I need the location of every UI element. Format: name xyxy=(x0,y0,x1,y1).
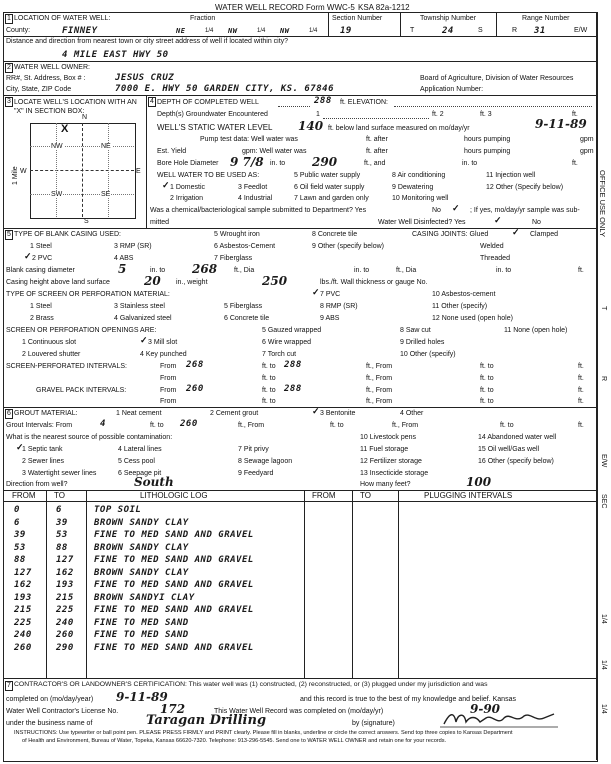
board-label: Board of Agriculture, Division of Water Resources xyxy=(420,75,574,82)
application-number-label: Application Number: xyxy=(420,86,484,93)
section-number-2: 2 xyxy=(7,64,11,71)
contam-9: 9 Feedyard xyxy=(238,470,274,477)
casing-glued-check[interactable]: ✓ xyxy=(512,227,520,237)
gravel-to-4: ft. to xyxy=(480,398,494,405)
openings-10: 10 Other (specify) xyxy=(400,351,456,358)
range-ew: E/W xyxy=(574,27,588,34)
form-title: WATER WELL RECORD xyxy=(215,3,304,12)
section-value[interactable]: 19 xyxy=(340,26,352,36)
section-box-label: LOCATE WELL'S LOCATION WITH AN "X" IN SECTION BOX: xyxy=(14,99,137,115)
log-row-description[interactable]: FINE TO MED SAND AND GRAVEL xyxy=(94,580,254,590)
perf-from-3: From xyxy=(160,375,177,382)
bore-and: ft., and xyxy=(364,160,386,167)
casing-joints-label: CASING JOINTS: Glued xyxy=(412,231,489,238)
est-yield-gpm: gpm: Well water was xyxy=(242,148,307,155)
static-level-label: WELL'S STATIC WATER LEVEL xyxy=(157,123,273,132)
log-row-description[interactable]: FINE TO MED SAND AND GRAVEL xyxy=(94,605,254,615)
est-after: ft. after xyxy=(366,148,388,155)
sidebar-t: T xyxy=(600,306,607,311)
log-row-from[interactable]: 260 xyxy=(14,642,32,653)
gravel-ft: ft. xyxy=(578,387,584,394)
screen-3: 3 Stainless steel xyxy=(114,303,165,310)
section-number-6: 6 xyxy=(7,410,11,417)
casing-6: 6 Asbestos-Cement xyxy=(214,243,276,250)
log-row-description[interactable]: FINE TO MED SAND AND GRAVEL xyxy=(94,555,254,565)
sidebar-sec: SEC xyxy=(600,494,607,509)
contam-4: 4 Lateral lines xyxy=(118,446,162,453)
log-from-header: FROM xyxy=(12,491,36,500)
contam-10: 10 Livestock pens xyxy=(360,434,417,441)
range-label: Range Number xyxy=(522,15,570,22)
log-row-from[interactable]: 240 xyxy=(14,630,32,640)
owner-address[interactable]: 7000 E. HWY 50 GARDEN CITY, KS. 67846 xyxy=(115,84,334,94)
casing-9: 9 Other (specify below) xyxy=(312,243,384,250)
use-1: 1 Domestic xyxy=(170,184,206,191)
use-5: 5 Public water supply xyxy=(294,172,361,179)
log-row-description[interactable]: BROWN SANDY CLAY xyxy=(94,517,189,528)
gravel-to-3: ft. to xyxy=(262,398,276,405)
distance-label: Distance and direction from nearest town or city street address of well if located within city? xyxy=(6,38,289,45)
casing-7: 7 Fiberglass xyxy=(214,255,253,262)
grout-ft: ft. xyxy=(578,422,584,429)
instructions-2: of Health and Environment, Bureau of Water, Topeka, Kansas 66620-7320. Telephone: 913-296-5545. Send one to WATER WELL OWNER and retain one for your records. xyxy=(22,738,447,744)
grout-2: 2 Cement grout xyxy=(210,410,259,417)
gravel-label: GRAVEL PACK INTERVALS: xyxy=(36,387,127,394)
use-2: 2 Irrigation xyxy=(170,195,204,202)
perf-to-value[interactable]: 288 xyxy=(284,360,302,370)
sidebar-quarter-2: 1/4 xyxy=(600,660,607,670)
form-number: Form WWC-5 xyxy=(306,3,355,12)
sidebar-quarter-1: 1/4 xyxy=(600,614,607,624)
cert-license-label: Water Well Contractor's License No. xyxy=(6,708,119,715)
gravel-to-2: ft. to xyxy=(480,387,494,394)
grout-to: ft. to xyxy=(150,422,164,429)
west-label: W xyxy=(20,168,27,175)
use-8: 8 Air conditioning xyxy=(392,172,446,179)
groundwater-3: ft. 3 xyxy=(480,111,492,118)
rr-address-label: RR#, St. Address, Box # : xyxy=(6,75,86,82)
perf-from-1: From xyxy=(160,363,177,370)
log-row-from[interactable]: 6 xyxy=(14,517,20,528)
county-value[interactable]: FINNEY xyxy=(62,26,98,36)
use-10: 10 Monitoring well xyxy=(392,195,449,202)
casing-weight-value[interactable]: 250 xyxy=(262,274,288,288)
casing-lbs-label: lbs./ft. Wall thickness or gauge No. xyxy=(320,279,428,286)
log-row-from[interactable]: 88 xyxy=(14,555,26,565)
openings-label: SCREEN OR PERFORATION OPENINGS ARE: xyxy=(6,327,157,334)
casing-8: 8 Concrete tile xyxy=(312,231,358,238)
log-row-from[interactable]: 0 xyxy=(14,505,20,515)
casing-in-to-1: in. to xyxy=(354,267,370,274)
quadrant-sw: SW xyxy=(51,191,63,198)
owner-label: WATER WELL OWNER: xyxy=(14,64,90,71)
cert-line-1: CONTRACTOR'S OR LANDOWNER'S CERTIFICATION: This water well was (1) constructed, (2) reconstructed, or (3) plugged under my jurisdiction and was xyxy=(14,681,488,688)
log-row-from[interactable]: 193 xyxy=(14,592,32,603)
section-number-7: 7 xyxy=(7,682,11,689)
perf-from-4: ft., From xyxy=(366,375,393,382)
contam-septic-check[interactable]: ✓ xyxy=(16,442,24,452)
feet-label: How many feet? xyxy=(360,481,411,488)
screen-10: 10 Asbestos-cement xyxy=(432,291,496,298)
gravel-to-1: ft. to xyxy=(262,387,276,394)
instructions-1: INSTRUCTIONS: Use typewriter or ball point pen. PLEASE PRESS FIRMLY and PRINT clearly. Please fill in blanks, underline or circle the correct answers. Send top three copies to Kansas Department xyxy=(14,730,513,736)
casing-5: 5 Wrought iron xyxy=(214,231,260,238)
elevation-label: ft. ELEVATION: xyxy=(340,99,388,106)
casing-clamped: Clamped xyxy=(530,231,559,238)
section-number-1: 1 xyxy=(7,15,11,22)
screen-pvc-check[interactable]: ✓ xyxy=(312,287,320,297)
log-row-description[interactable]: FINE TO MED SAND xyxy=(94,630,189,640)
direction-label: Direction from well? xyxy=(6,481,68,488)
pump-gpm: gpm xyxy=(580,136,594,143)
grout-intervals-label: Grout Intervals: From xyxy=(6,422,73,429)
depth-value[interactable]: 288 xyxy=(314,96,332,106)
log-from2-header: FROM xyxy=(312,491,336,500)
grout-from-2: ft., From xyxy=(238,422,265,429)
cert-record-value[interactable]: 9-90 xyxy=(470,702,501,716)
east-label: E xyxy=(136,168,141,175)
township-s: S xyxy=(478,27,483,34)
casing-2: 2 PVC xyxy=(32,255,53,262)
use-6: 6 Oil field water supply xyxy=(294,184,365,191)
contamination-label: What is the nearest source of possible contamination: xyxy=(6,434,173,441)
bore-label: Bore Hole Diameter xyxy=(157,160,219,167)
screen-1: 1 Steel xyxy=(30,303,52,310)
ksa-reference: KSA 82a-1212 xyxy=(358,3,410,12)
contam-13: 13 Insecticide storage xyxy=(360,470,429,477)
log-to-header: TO xyxy=(54,491,65,500)
grout-from-value[interactable]: 4 xyxy=(100,419,106,429)
contam-14: 14 Abandoned water well xyxy=(478,434,557,441)
screen-5: 5 Fiberglass xyxy=(224,303,263,310)
disinfected-yes-check[interactable]: ✓ xyxy=(494,215,502,225)
screen-8: 8 RMP (SR) xyxy=(320,303,358,310)
casing-diameter-value[interactable]: 5 xyxy=(118,262,127,276)
casing-4: 4 ABS xyxy=(114,255,134,262)
county-label: County: xyxy=(6,27,31,34)
groundwater-2: ft. 2 xyxy=(432,111,444,118)
est-gpm: gpm xyxy=(580,148,594,155)
log-row-from[interactable]: 127 xyxy=(14,567,32,578)
grout-4: 4 Other xyxy=(400,410,424,417)
log-row-from[interactable]: 215 xyxy=(14,605,32,615)
log-row-description[interactable]: BROWN SANDY CLAY xyxy=(94,567,189,578)
casing-welded: Welded xyxy=(480,243,504,250)
pump-after: ft. after xyxy=(366,136,388,143)
sidebar-r: R xyxy=(600,376,607,382)
log-row-to[interactable]: 6 xyxy=(56,505,62,515)
use-7: 7 Lawn and garden only xyxy=(294,195,369,202)
grout-bentonite-check[interactable]: ✓ xyxy=(312,406,320,416)
fraction-2[interactable]: NW xyxy=(228,27,238,35)
sidebar-ew: E/W xyxy=(600,454,607,468)
perf-to-3: ft. to xyxy=(262,375,276,382)
log-plug-header: PLUGGING INTERVALS xyxy=(424,491,513,500)
openings-6: 6 Wire wrapped xyxy=(262,339,312,346)
casing-label: TYPE OF BLANK CASING USED: xyxy=(14,231,121,238)
openings-mill-slot-check[interactable]: ✓ xyxy=(140,335,148,345)
pump-hours: hours pumping xyxy=(464,136,511,143)
contam-12: 12 Fertilizer storage xyxy=(360,458,422,465)
screen-label: TYPE OF SCREEN OR PERFORATION MATERIAL: xyxy=(6,291,170,298)
cert-completed-value[interactable]: 9-11-89 xyxy=(116,690,168,704)
use-3: 3 Feedlot xyxy=(238,184,268,191)
perf-to-2: ft. to xyxy=(480,363,494,370)
perf-to-1: ft. to xyxy=(262,363,276,370)
casing-pvc-check[interactable]: ✓ xyxy=(24,251,32,261)
use-11: 11 Injection well xyxy=(486,172,536,179)
section-number-4: 4 xyxy=(150,98,154,105)
bore-ft: ft. xyxy=(572,160,578,167)
gravel-from-value[interactable]: 260 xyxy=(186,384,204,394)
township-label: Township Number xyxy=(420,15,477,22)
log-row-description[interactable]: TOP SOIL xyxy=(94,505,142,515)
casing-dia-2: ft., Dia xyxy=(396,267,417,274)
fraction-label: Fraction xyxy=(190,15,216,22)
direction-value[interactable]: South xyxy=(134,475,174,489)
screen-9: 9 ABS xyxy=(320,315,340,322)
sample-if-yes: ; If yes, mo/day/yr sample was sub- xyxy=(470,207,580,214)
city-zip-label: City, State, ZIP Code xyxy=(6,86,72,93)
screen-7: 7 PVC xyxy=(320,291,341,298)
log-row-description[interactable]: FINE TO MED SAND AND GRAVEL xyxy=(94,642,254,653)
casing-3: 3 RMP (SR) xyxy=(114,243,152,250)
south-label: S xyxy=(84,218,89,225)
screen-11: 11 Other (specify) xyxy=(432,303,488,310)
use-label: WELL WATER TO BE USED AS: xyxy=(157,172,260,179)
casing-height-label: Casing height above land surface xyxy=(6,279,110,286)
log-row-to[interactable]: 225 xyxy=(56,605,74,615)
casing-1: 1 Steel xyxy=(30,243,52,250)
log-row-from[interactable]: 225 xyxy=(14,617,32,628)
feet-value[interactable]: 100 xyxy=(466,475,492,489)
cert-completed-label: completed on (mo/day/year) xyxy=(6,696,94,703)
perf-ft-2: ft. xyxy=(578,375,584,382)
casing-diameter-label: Blank casing diameter xyxy=(6,267,75,274)
perf-ft: ft. xyxy=(578,363,584,370)
log-row-description[interactable]: FINE TO MED SAND xyxy=(94,617,189,628)
depth-label: DEPTH OF COMPLETED WELL xyxy=(157,99,259,106)
log-row-from[interactable]: 39 xyxy=(14,530,26,540)
screen-6: 6 Concrete tile xyxy=(224,315,270,322)
groundwater-ft: ft. xyxy=(572,111,578,118)
est-hours: hours pumping xyxy=(464,148,511,155)
fraction-quarter-2: 1/4 xyxy=(257,28,266,34)
contam-3: 3 Watertight sewer lines xyxy=(22,470,97,477)
township-value[interactable]: 24 xyxy=(442,26,454,36)
grout-label: GROUT MATERIAL: xyxy=(14,410,78,417)
casing-diameter-to: in. to xyxy=(150,267,166,274)
perf-from-2: ft., From xyxy=(366,363,393,370)
screen-4: 4 Galvanized steel xyxy=(114,315,172,322)
casing-dia-1: ft., Dia xyxy=(234,267,255,274)
disinfected-label: Water Well Disinfected? Yes xyxy=(378,219,466,226)
log-row-to[interactable]: 53 xyxy=(56,530,68,540)
contam-11: 11 Fuel storage xyxy=(360,446,409,453)
log-row-from[interactable]: 162 xyxy=(14,580,32,590)
grout-to-2: ft. to xyxy=(330,422,344,429)
pump-test-label: Pump test data: Well water was xyxy=(200,136,298,143)
signature-image xyxy=(440,708,560,730)
log-to2-header: TO xyxy=(360,491,371,500)
screen-2: 2 Brass xyxy=(30,315,54,322)
bore-in-to: in. to xyxy=(462,160,478,167)
contam-15: 15 Oil well/Gas well xyxy=(478,446,540,453)
openings-1: 1 Continuous slot xyxy=(22,339,77,346)
location-label: LOCATION OF WATER WELL: xyxy=(14,15,111,22)
openings-11: 11 None (open hole) xyxy=(504,327,568,334)
static-level-value[interactable]: 140 xyxy=(298,119,324,133)
sample-no-check[interactable]: ✓ xyxy=(452,203,460,213)
contam-8: 8 Sewage lagoon xyxy=(238,458,293,465)
log-row-description[interactable]: BROWN SANDYI CLAY xyxy=(94,592,195,603)
static-level-date[interactable]: 9-11-89 xyxy=(535,117,587,131)
log-row-to[interactable]: 260 xyxy=(56,630,74,640)
gravel-from-4: ft., From xyxy=(366,398,393,405)
log-row-to[interactable]: 290 xyxy=(56,642,74,653)
grout-1: 1 Neat cement xyxy=(116,410,162,417)
well-location-mark: X xyxy=(61,123,69,135)
log-row-to[interactable]: 215 xyxy=(56,592,74,603)
north-label: N xyxy=(82,114,88,121)
openings-8: 8 Saw cut xyxy=(400,327,431,334)
perforated-label: SCREEN-PERFORATED INTERVALS: xyxy=(6,363,127,370)
openings-5: 5 Gauzed wrapped xyxy=(262,327,322,334)
openings-2: 2 Louvered shutter xyxy=(22,351,81,358)
groundwater-1: 1 xyxy=(316,111,320,118)
casing-diameter-depth[interactable]: 268 xyxy=(192,262,218,276)
use-12: 12 Other (Specify below) xyxy=(486,184,564,191)
section-box[interactable] xyxy=(30,123,136,219)
grout-to-3: ft. to xyxy=(500,422,514,429)
fraction-quarter-3: 1/4 xyxy=(309,28,318,34)
casing-in-to-2: in. to xyxy=(496,267,512,274)
grout-to-value[interactable]: 260 xyxy=(180,419,198,429)
static-level-suffix: ft. below land surface measured on mo/day/yr xyxy=(328,125,470,132)
distance-value[interactable]: 4 MILE EAST HWY 50 xyxy=(62,50,169,60)
contam-7: 7 Pit privy xyxy=(238,446,269,453)
gravel-from-3: From xyxy=(160,398,177,405)
use-4: 4 Industrial xyxy=(238,195,273,202)
quadrant-nw: NW xyxy=(51,143,63,150)
use-1-check[interactable]: ✓ xyxy=(162,180,170,190)
openings-4: 4 Key punched xyxy=(140,351,187,358)
log-row-to[interactable]: 39 xyxy=(56,517,68,528)
quadrant-se: SE xyxy=(101,191,111,198)
office-use-only: OFFICE USE ONLY xyxy=(598,170,607,237)
gravel-to-value[interactable]: 288 xyxy=(284,384,302,394)
log-row-to[interactable]: 193 xyxy=(56,580,74,590)
gravel-ft-2: ft. xyxy=(578,398,584,405)
sample-no: No xyxy=(432,207,441,214)
openings-9: 9 Drilled holes xyxy=(400,339,445,346)
log-row-to[interactable]: 127 xyxy=(56,555,74,565)
log-row-description[interactable]: FINE TO MED SAND AND GRAVEL xyxy=(94,530,254,540)
contam-1: 1 Septic tank xyxy=(22,446,63,453)
bore-diameter[interactable]: 9 7/8 xyxy=(230,155,264,169)
section-number-label: Section Number xyxy=(332,15,383,22)
cert-signature-label: by (signature) xyxy=(352,720,395,727)
log-row-to[interactable]: 162 xyxy=(56,567,74,578)
disinfected-no: No xyxy=(532,219,541,226)
cert-true-text: and this record is true to the best of my knowledge and belief. Kansas xyxy=(300,696,516,703)
sidebar-quarter-3: 1/4 xyxy=(600,704,607,714)
log-row-to[interactable]: 88 xyxy=(56,542,68,553)
log-row-from[interactable]: 53 xyxy=(14,542,26,553)
section-number-5: 5 xyxy=(7,231,11,238)
sample-question: Was a chemical/bacteriological sample submitted to Department? Yes xyxy=(150,207,367,214)
contam-6: 6 Seepage pit xyxy=(118,470,162,477)
fraction-1[interactable]: NE xyxy=(176,27,186,35)
cert-license-value[interactable]: 172 xyxy=(160,702,186,716)
range-value[interactable]: 31 xyxy=(534,26,546,36)
quadrant-ne: NE xyxy=(101,143,111,150)
grout-from-3: ft., From xyxy=(392,422,419,429)
screen-12: 12 None used (open hole) xyxy=(432,315,513,322)
cert-business-value[interactable]: Taragan Drilling xyxy=(146,713,267,728)
log-lith-header: LITHOLOGIC LOG xyxy=(140,491,208,500)
mitted-label: mitted xyxy=(150,219,170,226)
fraction-quarter-1: 1/4 xyxy=(205,28,214,34)
township-t: T xyxy=(410,27,415,34)
log-row-to[interactable]: 240 xyxy=(56,617,74,628)
perf-to-4: ft. to xyxy=(480,375,494,382)
casing-height-value[interactable]: 20 xyxy=(144,274,161,288)
section-number-3: 3 xyxy=(7,98,11,105)
fraction-3[interactable]: NW xyxy=(280,27,290,35)
contam-5: 5 Cess pool xyxy=(118,458,155,465)
one-mile-label: 1 Mile xyxy=(12,166,19,185)
casing-weight-label: in., weight xyxy=(176,279,208,286)
use-9: 9 Dewatering xyxy=(392,184,434,191)
casing-threaded: Threaded xyxy=(480,255,510,262)
owner-name[interactable]: JESUS CRUZ xyxy=(115,73,175,83)
contam-2: 2 Sewer lines xyxy=(22,458,65,465)
openings-3: 3 Mill slot xyxy=(148,339,178,346)
gravel-from-1: From xyxy=(160,387,177,394)
perf-from-value[interactable]: 268 xyxy=(186,360,204,370)
cert-record-label: This Water Well Record was completed on (mo/day/yr) xyxy=(214,708,384,715)
gravel-from-2: ft., From xyxy=(366,387,393,394)
bore-to: in. to xyxy=(270,160,286,167)
range-r: R xyxy=(512,27,518,34)
groundwater-label: Depth(s) Groundwater Encountered xyxy=(157,111,268,118)
cert-business-label: under the business name of xyxy=(6,720,93,727)
openings-7: 7 Torch cut xyxy=(262,351,297,358)
log-row-description[interactable]: BROWN SANDY CLAY xyxy=(94,542,189,553)
grout-3: 3 Bentonite xyxy=(320,410,356,417)
est-yield-label: Est. Yield xyxy=(157,148,187,155)
contam-16: 16 Other (specify below) xyxy=(478,458,554,465)
casing-ft: ft. xyxy=(578,267,584,274)
bore-depth[interactable]: 290 xyxy=(312,155,338,169)
